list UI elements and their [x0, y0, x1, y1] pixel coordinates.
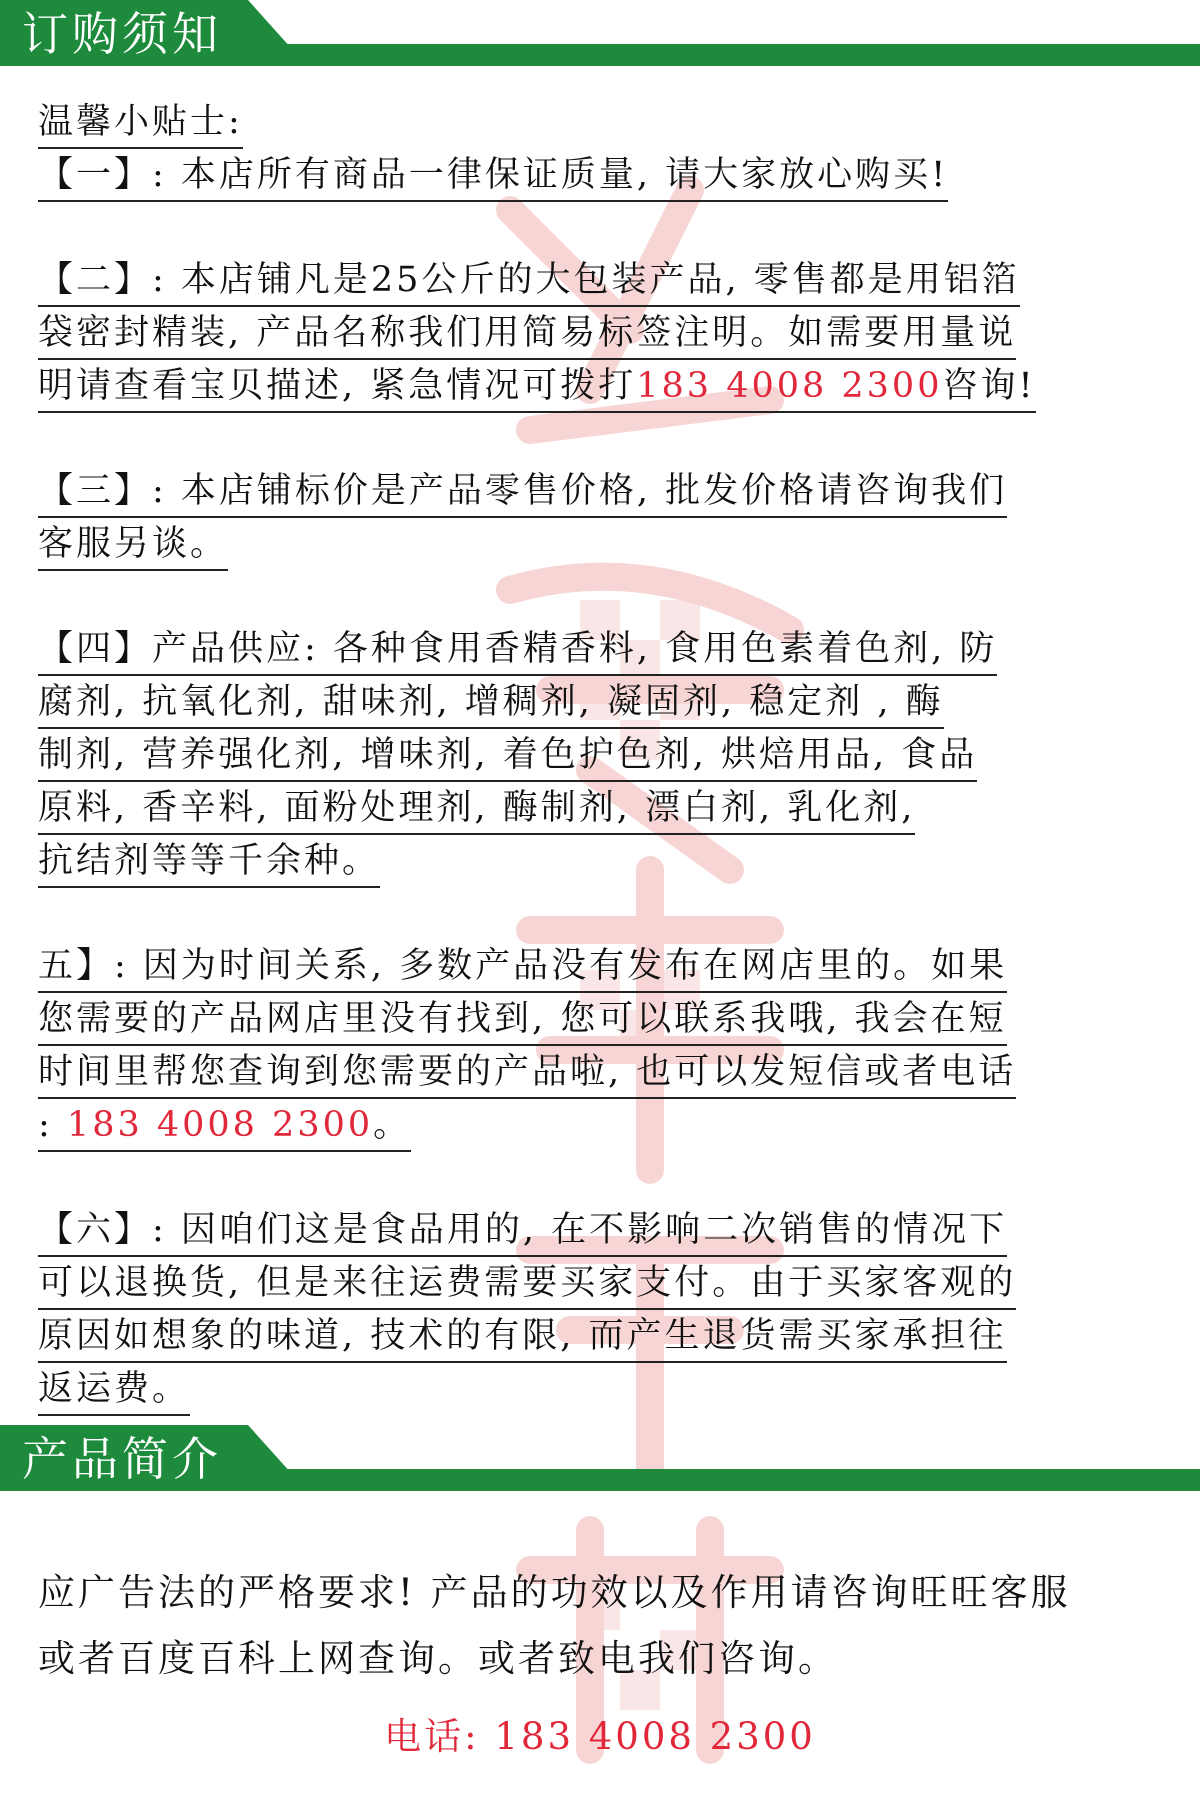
note-item-1: 【一】: 本店所有商品一律保证质量, 请大家放心购买!	[38, 149, 1162, 202]
intro-line: 或者百度百科上网查询。或者致电我们咨询。	[38, 1637, 838, 1680]
phone-label: 电话:	[384, 1715, 480, 1758]
note-item-3: 【三】: 本店铺标价是产品零售价格, 批发价格请咨询我们 客服另谈。	[38, 465, 1162, 571]
section-banner-product	[0, 1425, 1200, 1505]
phone-number[interactable]: 183 4008 2300	[494, 1715, 816, 1758]
note-item-6: 【六】: 因咱们这是食品用的, 在不影响二次销售的情况下 可以退换货, 但是来往运费需要买家支付。由于买家客观的 原因如想象的味道, 技术的有限, 而产生退货需买家承担往 返运费。	[38, 1204, 1162, 1416]
ordering-notes	[38, 96, 1162, 1416]
phone-number[interactable]: 183 4008 2300	[636, 366, 943, 406]
intro-line: 应广告法的严格要求! 产品的功效以及作用请咨询旺旺客服	[38, 1571, 1071, 1614]
note-item-4: 【四】产品供应: 各种食用香精香料, 食用色素着色剂, 防 腐剂, 抗氧化剂, 甜味剂, 增稠剂, 凝固剂, 稳定剂 , 酶 制剂, 营养强化剂, 增味剂, 着色护色剂, 烘焙用品, 食品 原料, 香辛料, 面粉处理剂, 酶制剂, 漂白剂, 乳化剂, 抗结剂等等千余种。	[38, 623, 1162, 888]
product-intro	[38, 1560, 1162, 1760]
section-banner-ordering	[0, 0, 1200, 80]
phone-number[interactable]: 183 4008 2300	[66, 1105, 374, 1145]
section-title-ordering: 订购须知	[22, 7, 222, 61]
tip-heading: 温馨小贴士:	[38, 96, 1162, 149]
section-title-product: 产品简介	[22, 1432, 222, 1486]
note-2-text: 明请查看宝贝描述, 紧急情况可拨打	[38, 366, 637, 406]
note-item-5: 五】: 因为时间关系, 多数产品没有发布在网店里的。如果 您需要的产品网店里没有找到, 您可以联系我哦, 我会在短 时间里帮您查询到您需要的产品啦, 也可以发短信或者电话 : 183 4008 2300。	[38, 940, 1162, 1152]
contact-phone	[38, 1706, 1162, 1760]
note-item-2: 【二】: 本店铺凡是25公斤的大包装产品, 零售都是用铝箔 袋密封精装, 产品名称我们用简易标签注明。如需要用量说 明请查看宝贝描述, 紧急情况可拨打183 4008 2300咨询!	[38, 254, 1162, 413]
